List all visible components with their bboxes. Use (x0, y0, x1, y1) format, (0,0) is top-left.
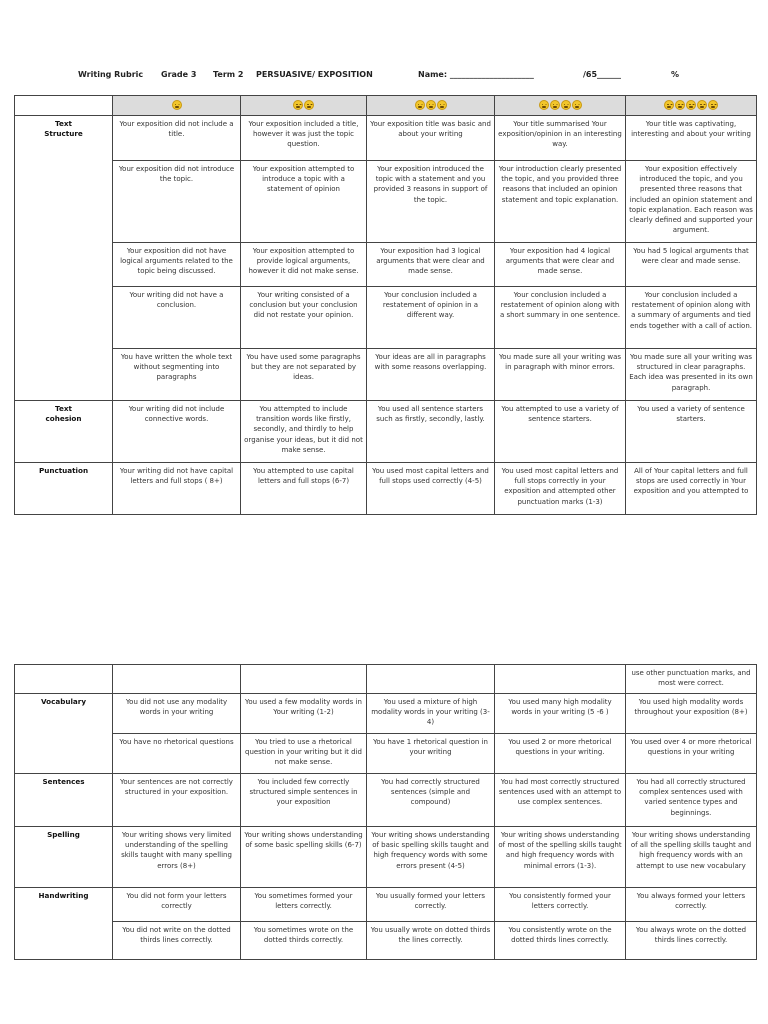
smiley-icon (426, 100, 436, 110)
rubric-cell: Your exposition did not introduce the topic. (113, 161, 241, 243)
rubric-cell: Your exposition effectively introduced the topic, and you presented three reasons that included an opinion statement and topic explanation. Each reason was clearly defined and supported your argument. (626, 161, 757, 243)
rubric-cell: You had most correctly structured sentences used with an attempt to use complex sentences. (495, 774, 626, 827)
rubric-cell: Your title was captivating, interesting and about your writing (626, 116, 757, 161)
rubric-cell: Your writing did not have capital letters and full stops ( 8+) (113, 463, 241, 515)
rubric-cell: You consistently wrote on the dotted thirds lines correctly. (495, 922, 626, 960)
table-row (15, 734, 757, 774)
rubric-cell: Your exposition introduced the topic with a statement and you provided 3 reasons in support of the topic. (367, 161, 495, 243)
rubric-cell: You always wrote on the dotted thirds lines correctly. (626, 922, 757, 960)
rubric-cell: You tried to use a rhetorical question in your writing but it did not make sense. (241, 734, 367, 774)
rubric-cell: You have written the whole text without segmenting into paragraphs (113, 349, 241, 401)
smiley-icon (415, 100, 425, 110)
smiley-icon (550, 100, 560, 110)
table-row (15, 888, 757, 922)
rubric-cell: You usually formed your letters correctly. (367, 888, 495, 922)
criteria-vocabulary: Vocabulary (15, 694, 113, 774)
rubric-cell: You consistently formed your letters correctly. (495, 888, 626, 922)
level-2-header (241, 96, 367, 116)
rubric-cell: Your exposition included a title, however it was just the topic question. (241, 116, 367, 161)
rubric-cell: Your writing shows understanding of all the spelling skills taught and high frequency words with an attempt to use new vocabulary (626, 827, 757, 888)
rubric-cell: Your exposition attempted to provide logical arguments, however it did not make sense. (241, 243, 367, 287)
table-row (15, 463, 757, 515)
smiley-icon (686, 100, 696, 110)
rubric-cell: Your conclusion included a restatement of opinion along with a summary of arguments and tied ends together with a call of action. (626, 287, 757, 349)
rubric-cell (367, 665, 495, 694)
rubric-cell: You have used some paragraphs but they are not separated by ideas. (241, 349, 367, 401)
smiley-icon (437, 100, 447, 110)
rubric-cell: Your writing consisted of a conclusion but your conclusion did not restate your opinion. (241, 287, 367, 349)
rubric-cell: You attempted to use a variety of sentence starters. (495, 401, 626, 463)
table-row (15, 287, 757, 349)
rubric-cell: You used 2 or more rhetorical questions in your writing. (495, 734, 626, 774)
score-field[interactable]: /65______ (583, 70, 622, 79)
rubric-table-page-2 (14, 664, 757, 960)
criteria-text-cohesion (15, 401, 113, 463)
rubric-cell: Your conclusion included a restatement of opinion along with a short summary in one sentence. (495, 287, 626, 349)
grade-label: Grade 3 (161, 70, 197, 79)
table-row (15, 694, 757, 734)
rubric-title: Writing Rubric (78, 70, 144, 79)
rubric-cell: Your ideas are all in paragraphs with some reasons overlapping. (367, 349, 495, 401)
rubric-header (0, 70, 768, 84)
rubric-cell: You used all sentence starters such as firstly, secondly, lastly. (367, 401, 495, 463)
criteria-label: Structure (44, 129, 83, 139)
rubric-cell: Your exposition had 4 logical arguments that were clear and made sense. (495, 243, 626, 287)
smiley-icon (675, 100, 685, 110)
smiley-icon (172, 100, 182, 110)
rubric-cell: Your writing did not have a conclusion. (113, 287, 241, 349)
rubric-cell: You used a variety of sentence starters. (626, 401, 757, 463)
rubric-cell: Your writing shows understanding of some basic spelling skills (6-7) (241, 827, 367, 888)
rubric-cell: You attempted to use capital letters and full stops (6-7) (241, 463, 367, 515)
term-label: Term 2 (213, 70, 244, 79)
rubric-cell: You used high modality words throughout your exposition (8+) (626, 694, 757, 734)
rubric-cell: use other punctuation marks, and most were correct. (626, 665, 757, 694)
criteria-punctuation: Punctuation (15, 463, 113, 515)
rubric-cell: You used most capital letters and full stops used correctly (4-5) (367, 463, 495, 515)
table-row (15, 401, 757, 463)
rubric-cell: You sometimes formed your letters correctly. (241, 888, 367, 922)
rubric-cell: You used a few modality words in Your writing (1-2) (241, 694, 367, 734)
rubric-cell: You included few correctly structured simple sentences in your exposition (241, 774, 367, 827)
rubric-cell: Your writing did not include connective words. (113, 401, 241, 463)
rubric-cell: Your exposition title was basic and about your writing (367, 116, 495, 161)
rubric-cell: You had all correctly structured complex sentences used with varied sentence types and beginnings. (626, 774, 757, 827)
rubric-cell: You had 5 logical arguments that were clear and made sense. (626, 243, 757, 287)
rubric-cell: All of Your capital letters and full stops are used correctly in Your exposition and you attempted to (626, 463, 757, 515)
table-row (15, 774, 757, 827)
smiley-icon (561, 100, 571, 110)
rubric-cell: You made sure all your writing was structured in clear paragraphs. Each idea was presented in its own paragraph. (626, 349, 757, 401)
rubric-table-page-1 (14, 95, 757, 515)
rubric-cell: You used over 4 or more rhetorical questions in your writing (626, 734, 757, 774)
percent-label: % (671, 70, 680, 79)
rubric-cell (15, 665, 113, 694)
rubric-cell: Your writing shows very limited understanding of the spelling skills taught with many spelling errors (8+) (113, 827, 241, 888)
criteria-handwriting: Handwriting (15, 888, 113, 960)
rubric-cell: Your sentences are not correctly structured in your exposition. (113, 774, 241, 827)
criteria-spelling: Spelling (15, 827, 113, 888)
rubric-cell: You had correctly structured sentences (simple and compound) (367, 774, 495, 827)
table-row (15, 243, 757, 287)
rubric-cell: Your exposition did not have logical arguments related to the topic being discussed. (113, 243, 241, 287)
smiley-icon (572, 100, 582, 110)
smiley-icon (293, 100, 303, 110)
rubric-cell: Your exposition attempted to introduce a topic with a statement of opinion (241, 161, 367, 243)
table-row (15, 161, 757, 243)
level-header-row (15, 96, 757, 116)
criteria-sentences: Sentences (15, 774, 113, 827)
rubric-cell: Your writing shows understanding of basic spelling skills taught and high frequency words with some errors present (4-5) (367, 827, 495, 888)
rubric-cell: You attempted to include transition words like firstly, secondly, and thirdly to help organise your ideas, but it did not make sense. (241, 401, 367, 463)
rubric-cell: Your title summarised Your exposition/opinion in an interesting way. (495, 116, 626, 161)
table-row (15, 116, 757, 161)
smiley-icon (697, 100, 707, 110)
smiley-icon (539, 100, 549, 110)
rubric-cell: Your conclusion included a restatement of opinion in a different way. (367, 287, 495, 349)
rubric-cell: You always formed your letters correctly. (626, 888, 757, 922)
smiley-icon (304, 100, 314, 110)
rubric-cell (241, 665, 367, 694)
rubric-cell: Your introduction clearly presented the topic, and you provided three reasons that included an opinion statement and topic explanation. (495, 161, 626, 243)
rubric-cell (495, 665, 626, 694)
table-row (15, 827, 757, 888)
rubric-cell: You used most capital letters and full stops correctly in your exposition and attempted other punctuation marks (1-3) (495, 463, 626, 515)
rubric-cell: You used a mixture of high modality words in your writing (3-4) (367, 694, 495, 734)
level-5-header (626, 96, 757, 116)
genre-label: PERSUASIVE/ EXPOSITION (256, 70, 373, 79)
name-field[interactable]: Name: _____________________ (418, 70, 534, 79)
rubric-cell: You did not use any modality words in your writing (113, 694, 241, 734)
table-row (15, 349, 757, 401)
criteria-label: Text (55, 404, 72, 413)
rubric-cell: You did not form your letters correctly (113, 888, 241, 922)
criteria-label: cohesion (45, 414, 82, 424)
criteria-label: Text (55, 119, 72, 128)
level-3-header (367, 96, 495, 116)
criteria-text-structure (15, 116, 113, 401)
rubric-cell: You did not write on the dotted thirds lines correctly. (113, 922, 241, 960)
smiley-icon (664, 100, 674, 110)
rubric-cell: You usually wrote on dotted thirds the lines correctly. (367, 922, 495, 960)
rubric-cell: Your writing shows understanding of most of the spelling skills taught and high frequency words with minimal errors (1-3). (495, 827, 626, 888)
rubric-cell: Your exposition did not include a title. (113, 116, 241, 161)
rubric-cell: You have 1 rhetorical question in your writing (367, 734, 495, 774)
rubric-cell: You sometimes wrote on the dotted thirds correctly. (241, 922, 367, 960)
rubric-cell (113, 665, 241, 694)
smiley-icon (708, 100, 718, 110)
level-4-header (495, 96, 626, 116)
criteria-header-cell (15, 96, 113, 116)
table-row (15, 665, 757, 694)
table-row (15, 922, 757, 960)
rubric-cell: Your exposition had 3 logical arguments that were clear and made sense. (367, 243, 495, 287)
rubric-cell: You made sure all your writing was in paragraph with minor errors. (495, 349, 626, 401)
level-1-header (113, 96, 241, 116)
rubric-cell: You used many high modality words in your writing (5 -6 ) (495, 694, 626, 734)
rubric-cell: You have no rhetorical questions (113, 734, 241, 774)
